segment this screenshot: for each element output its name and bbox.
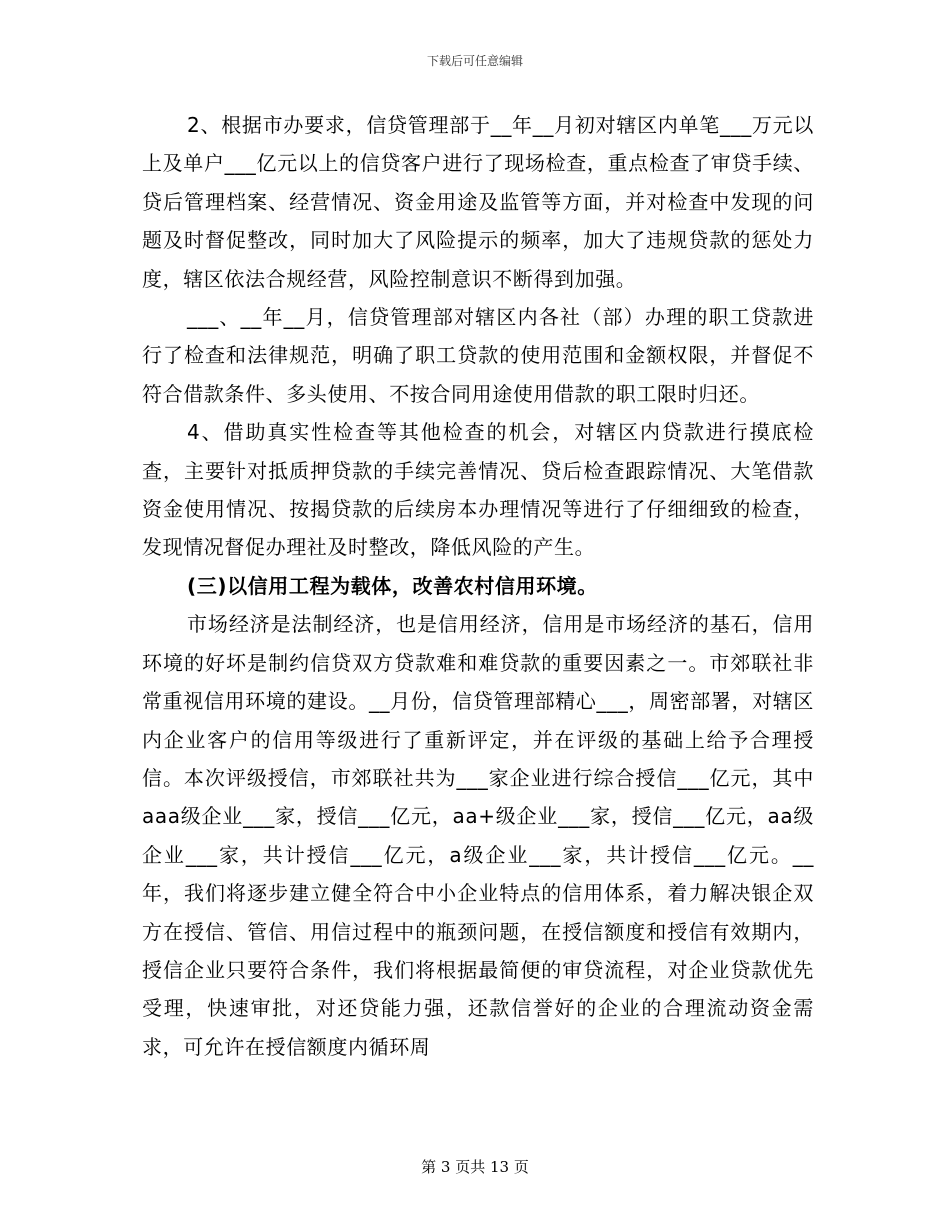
page-number: 第 3 页共 13 页 (421, 1158, 529, 1176)
paragraph-item-4: 4、借助真实性检查等其他检查的机会，对辖区内贷款进行摸底检查，主要针对抵质押贷款的手续完善情况、贷后检查跟踪情况、大笔借款资金使用情况、按揭贷款的后续房本办理情况等进行了仔细细致的检查，发现情况督促办理社及时整改，降低风险的产生。 (142, 420, 814, 560)
document-body (142, 106, 814, 1066)
paragraph-item-3: ___、__年__月，信贷管理部对辖区内各社（部）办理的职工贷款进行了检查和法律规范，明确了职工贷款的使用范围和金额权限，并督促不符合借款条件、多头使用、不按合同用途使用借款的职工限时归还。 (142, 305, 814, 406)
page-header: 下载后可任意编辑 (426, 54, 523, 68)
section-heading: (三)以信用工程为载体，改善农村信用环境。 (187, 573, 598, 598)
paragraph-item-2: 2、根据市办要求，信贷管理部于__年__月初对辖区内单笔___万元以上及单户___亿元以上的信贷客户进行了现场检查，重点检查了审贷手续、贷后管理档案、经营情况、资金用途及监管等方面，并对检查中发现的问题及时督促整改，同时加大了风险提示的频率，加大了违规贷款的惩处力度，辖区依法合规经营，风险控制意识不断得到加强。 (142, 113, 814, 291)
paragraph-credit-environment: 市场经济是法制经济，也是信用经济，信用是市场经济的基石，信用环境的好坏是制约信贷双方贷款难和难贷款的重要因素之一。市郊联社非常重视信用环境的建设。__月份，信贷管理部精心___，周密部署，对辖区内企业客户的信用等级进行了重新评定，并在评级的基础上给予合理授信。本次评级授信，市郊联社共为___家企业进行综合授信___亿元，其中aaa级企业___家，授信___亿元，aa+级企业___家，授信___亿元，aa级企业___家，共计授信___亿元，a级企业___家，共计授信___亿元。__年，我们将逐步建立健全符合中小企业特点的信用体系，着力解决银企双方在授信、管信、用信过程中的瓶颈问题，在授信额度和授信有效期内，授信企业只要符合条件，我们将根据最简便的审贷流程，对企业贷款优先受理，快速审批，对还贷能力强，还款信誉好的企业的合理流动资金需求，可允许在授信额度内循环周 (142, 612, 814, 1059)
